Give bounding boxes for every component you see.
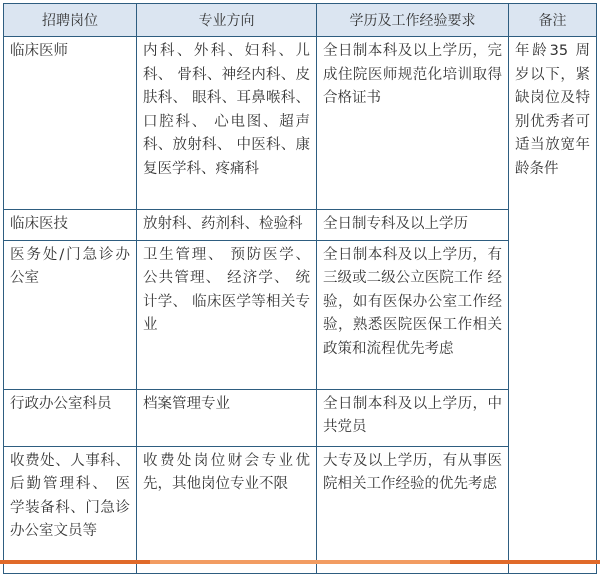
major-cell: 放射科、药剂科、检验科: [137, 210, 317, 241]
header-position: 招聘岗位: [4, 4, 137, 37]
header-requirement: 学历及工作经验要求: [317, 4, 509, 37]
position-cell: 临床医师: [4, 37, 137, 210]
table-row: [4, 389, 597, 446]
recruitment-table-container: [3, 3, 596, 574]
major-cell: 内科、外科、妇科、儿科、 骨科、神经内科、皮肤科、 眼科、耳鼻喉科、口腔科、 心电图、超声科、放射科、 中医科、康复医学科、疼痛科: [137, 37, 317, 210]
requirement-cell: 全日制本科及以上学历，完 成住院医师规范化培训取得合格证书: [317, 37, 509, 210]
table-row: [4, 240, 597, 389]
table-row: [4, 210, 597, 241]
position-cell: 行政办公室科员: [4, 389, 137, 446]
remark-cell: 年龄35 周岁以下，紧缺岗位及特别优秀者可适当放宽年龄条件: [509, 37, 597, 574]
table-row: [4, 37, 597, 210]
requirement-cell: 大专及以上学历，有从事医 院相关工作经验的优先考虑: [317, 446, 509, 573]
recruitment-table: [3, 3, 597, 574]
major-cell: 收费处岗位财会专业优 先，其他岗位专业不限: [137, 446, 317, 573]
table-header-row: [4, 4, 597, 37]
position-cell: 临床医技: [4, 210, 137, 241]
header-remark: 备注: [509, 4, 597, 37]
requirement-cell: 全日制专科及以上学历: [317, 210, 509, 241]
major-cell: 卫生管理、 预防医学、 公共管理、 经济学、 统计学、 临床医学等相关专业: [137, 240, 317, 389]
bottom-accent-bar: [0, 560, 600, 564]
requirement-cell: 全日制本科及以上学历，有 三级或二级公立医院工作 经验，如有医保办公室工作经验，熟悉医院医保工作相关政策和流程优先考虑: [317, 240, 509, 389]
table-row: [4, 446, 597, 573]
header-major: 专业方向: [137, 4, 317, 37]
bottom-accent-segment: [150, 560, 450, 564]
requirement-cell: 全日制本科及以上学历，中共党员: [317, 389, 509, 446]
major-cell: 档案管理专业: [137, 389, 317, 446]
position-cell: 收费处、人事科、 后勤管理科、 医学装备科、门急诊办公室文员等: [4, 446, 137, 573]
position-cell: 医务处/门急诊办公室: [4, 240, 137, 389]
